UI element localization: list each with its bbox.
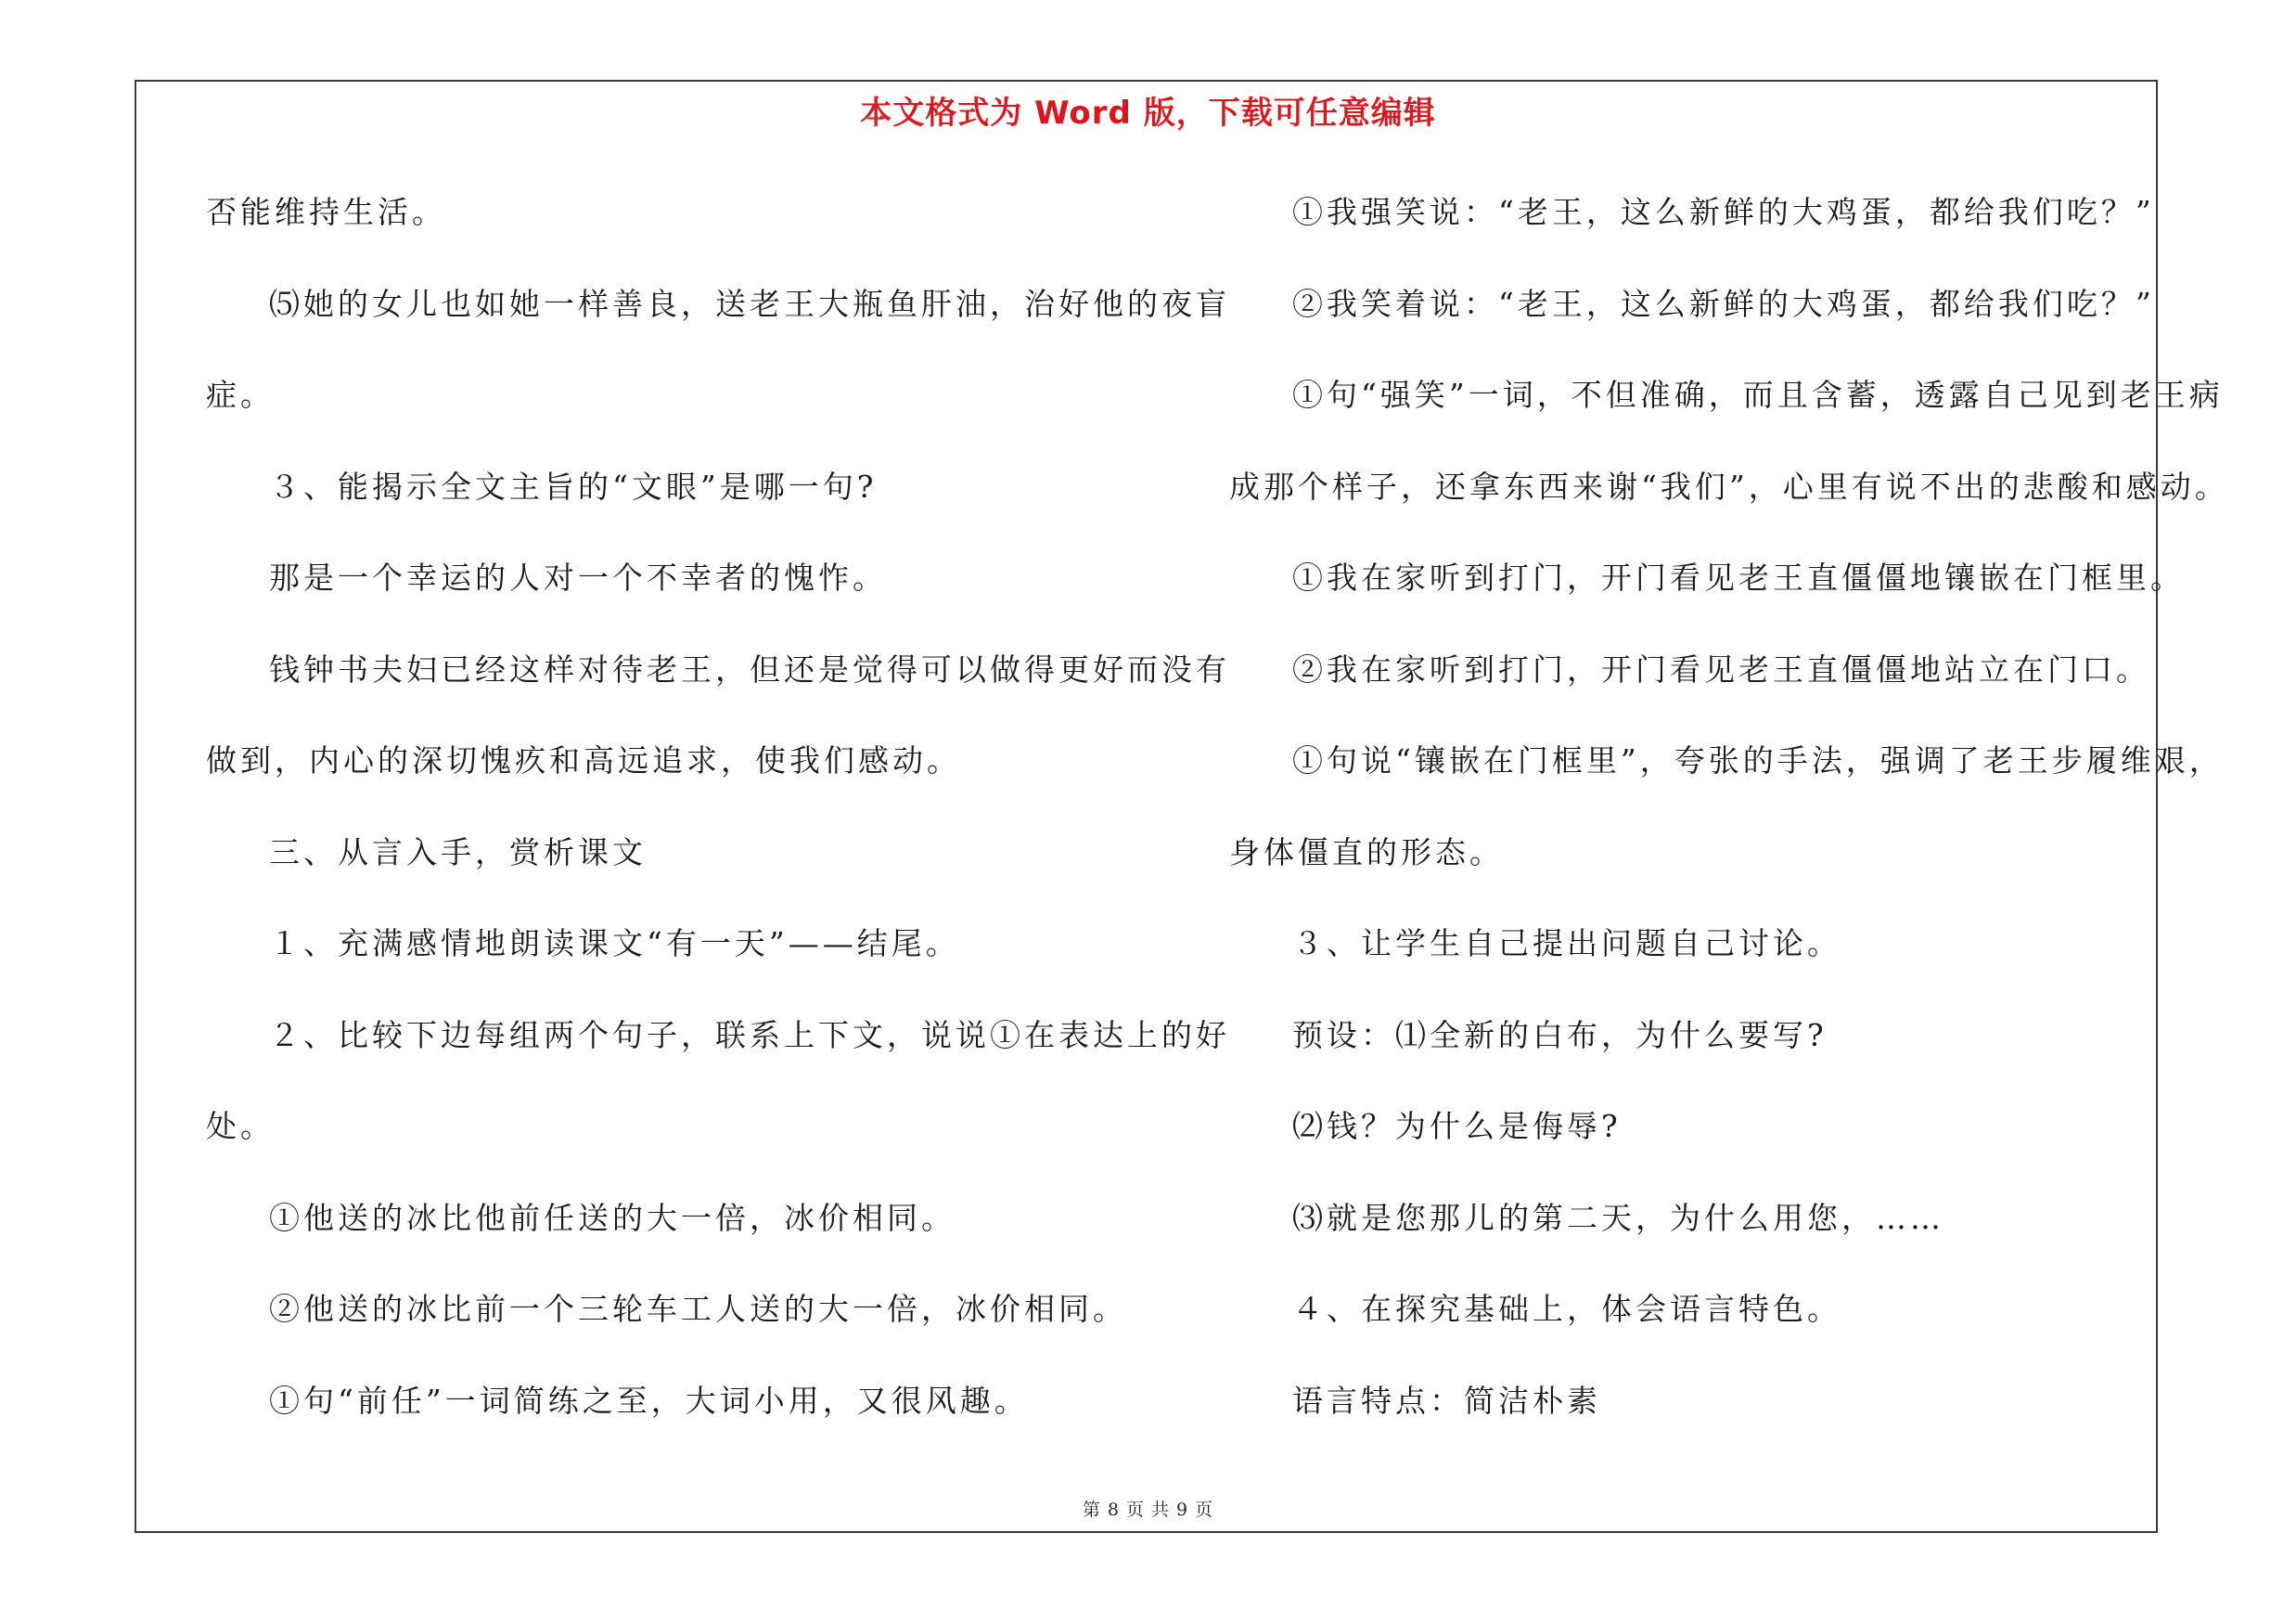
text-line: １、充满感情地朗读课文“有一天”——结尾。 [269, 925, 960, 961]
text-line: ３、让学生自己提出问题自己讨论。 [1292, 925, 1841, 961]
text-line: ①我强笑说：“老王，这么新鲜的大鸡蛋，都给我们吃？” [1292, 194, 2155, 230]
text-line: ①句说“镶嵌在门框里”，夸张的手法，强调了老王步履维艰， [1292, 742, 2224, 779]
text-line: 语言特点：简洁朴素 [1292, 1382, 1601, 1419]
text-line: 成那个样子，还拿东西来谢“我们”，心里有说不出的悲酸和感动。 [1229, 468, 2229, 505]
left-column [206, 189, 1230, 1469]
text-line: ⑸她的女儿也如她一样善良，送老王大瓶鱼肝油，治好他的夜盲 [269, 285, 1230, 322]
text-line: 身体僵直的形态。 [1229, 833, 1504, 870]
text-line: ３、能揭示全文主旨的“文眼”是哪一句? [269, 468, 878, 505]
text-line: ②我笑着说：“老王，这么新鲜的大鸡蛋，都给我们吃？” [1292, 285, 2155, 322]
text-line: ①句“强笑”一词，不但准确，而且含蓄，透露自己见到老王病 [1292, 377, 2224, 413]
text-line: 预设：⑴全新的白布，为什么要写? [1292, 1016, 1828, 1053]
text-line: ①他送的冰比他前任送的大一倍，冰价相同。 [269, 1199, 956, 1236]
format-banner: 本文格式为 Word 版，下载可任意编辑 [860, 95, 1436, 132]
text-line: ⑵钱？为什么是侮辱? [1292, 1108, 1622, 1144]
text-line: 那是一个幸运的人对一个不幸者的愧怍。 [269, 560, 887, 596]
text-line: ⑶就是您那儿的第二天，为什么用您，…… [1292, 1199, 1944, 1236]
page-footer: 第 8 页 共 9 页 [1082, 1500, 1214, 1520]
text-line: ２、比较下边每组两个句子，联系上下文，说说①在表达上的好 [269, 1016, 1230, 1053]
text-line: 否能维持生活。 [206, 194, 446, 230]
text-line: ②他送的冰比前一个三轮车工人送的大一倍，冰价相同。 [269, 1291, 1127, 1327]
text-line: ①我在家听到打门，开门看见老王直僵僵地镶嵌在门框里。 [1292, 560, 2185, 596]
text-line: 处。 [206, 1108, 275, 1144]
text-line: 三、从言入手，赏析课文 [269, 833, 647, 870]
text-line: ４、在探究基础上，体会语言特色。 [1292, 1291, 1841, 1327]
text-line: 症。 [206, 377, 275, 413]
text-line: ②我在家听到打门，开门看见老王直僵僵地站立在门口。 [1292, 650, 2150, 688]
text-line: 钱钟书夫妇已经这样对待老王，但还是觉得可以做得更好而没有 [269, 650, 1230, 688]
right-column [1229, 189, 2229, 1469]
text-line: 做到，内心的深切愧疚和高远追求，使我们感动。 [206, 742, 961, 779]
text-line: ①句“前任”一词简练之至，大词小用，又很风趣。 [269, 1382, 1029, 1419]
